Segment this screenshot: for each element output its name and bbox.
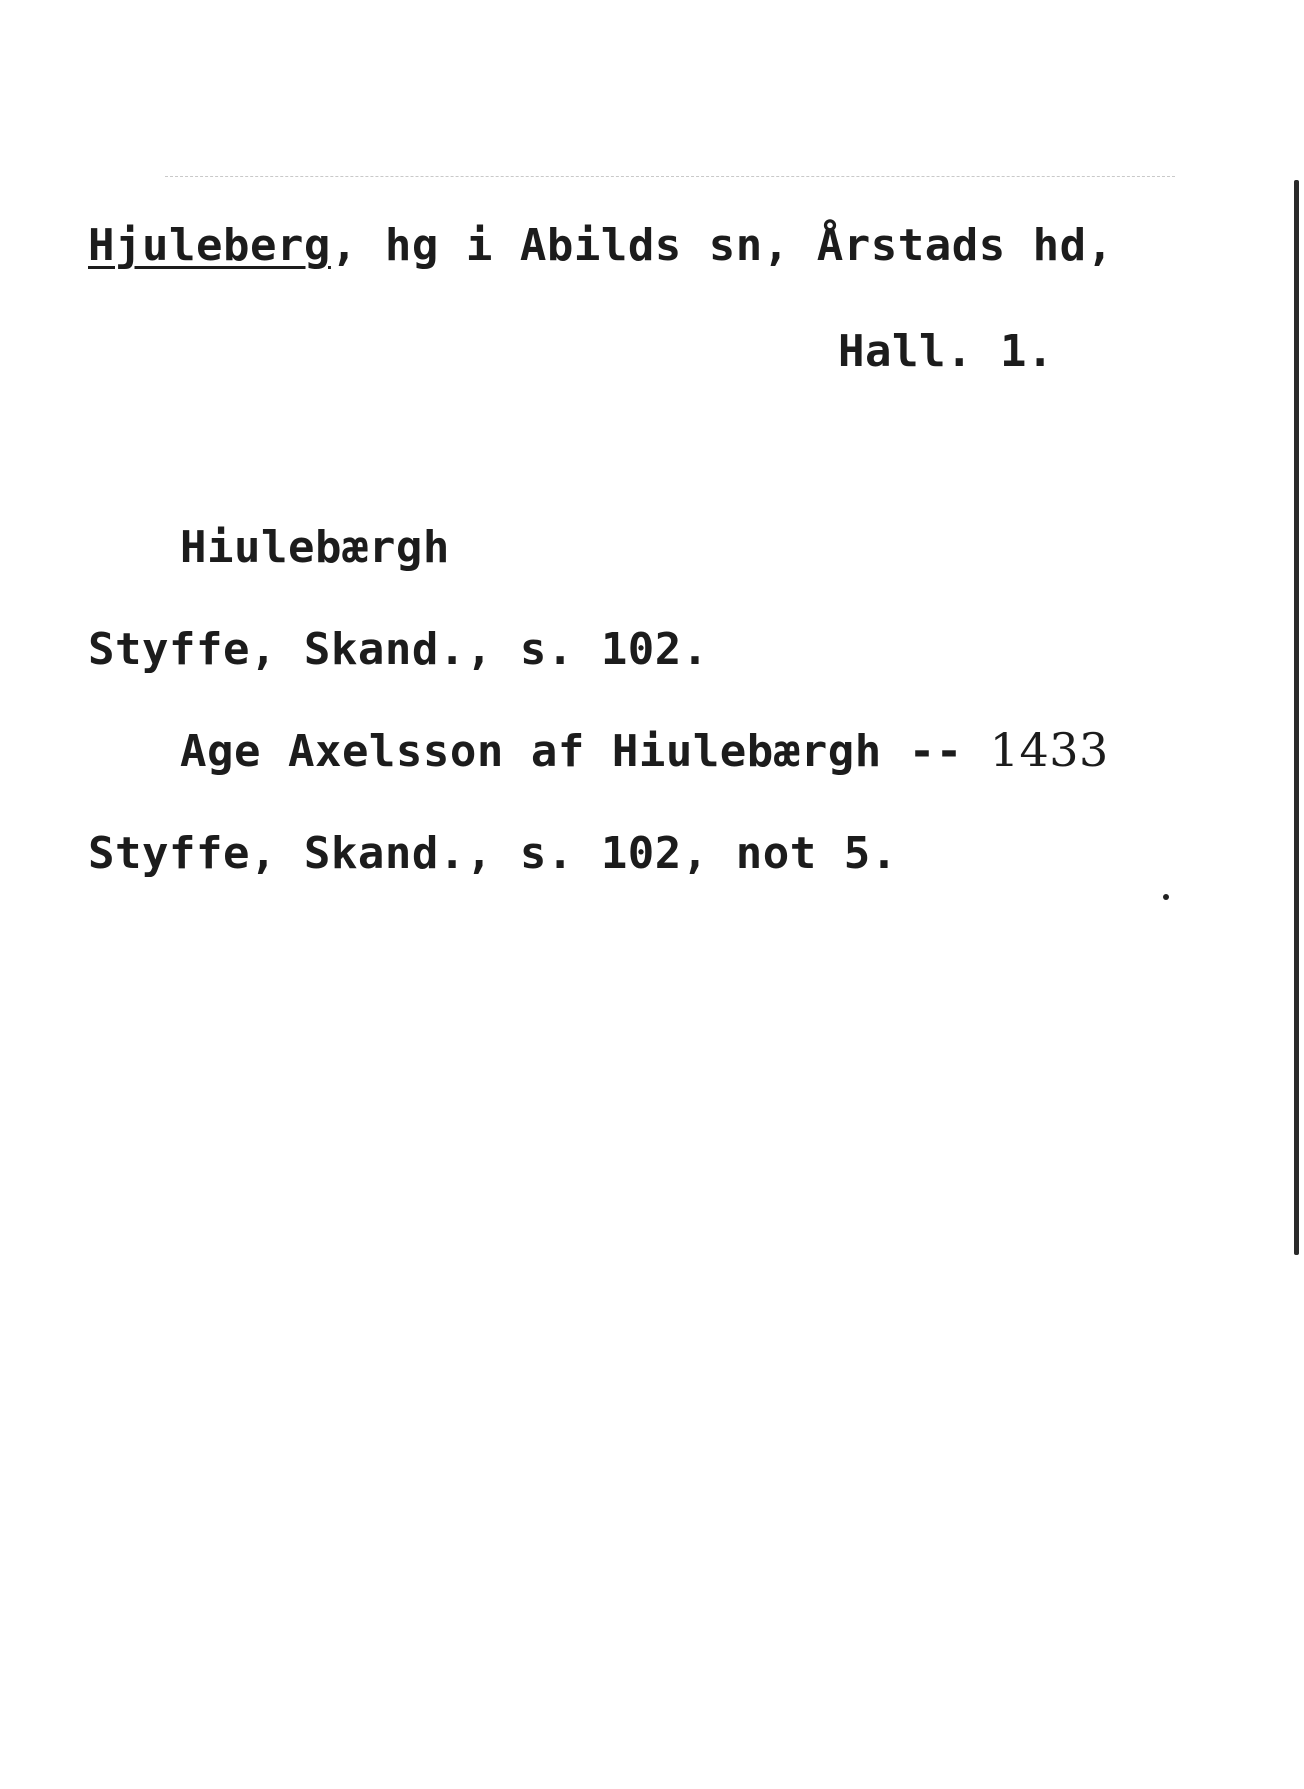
entry-text: Age Axelsson af Hiulebærgh -- (180, 726, 990, 777)
right-edge-rule (1294, 180, 1299, 1255)
form-line: Hiulebærgh (180, 522, 450, 573)
headword: Hjuleberg (88, 220, 331, 271)
source-line-2: Styffe, Skand., s. 102, not 5. (88, 828, 898, 879)
faint-top-rule (165, 176, 1175, 178)
heading-line (88, 218, 1114, 274)
ink-speck (1163, 894, 1169, 900)
heading-rest: , hg i Abilds sn, Årstads hd, (330, 220, 1114, 271)
province-line: Hall. 1. (838, 326, 1054, 377)
entry-line (180, 722, 1109, 780)
source-line-1: Styffe, Skand., s. 102. (88, 624, 709, 675)
entry-year: 1433 (989, 723, 1109, 777)
